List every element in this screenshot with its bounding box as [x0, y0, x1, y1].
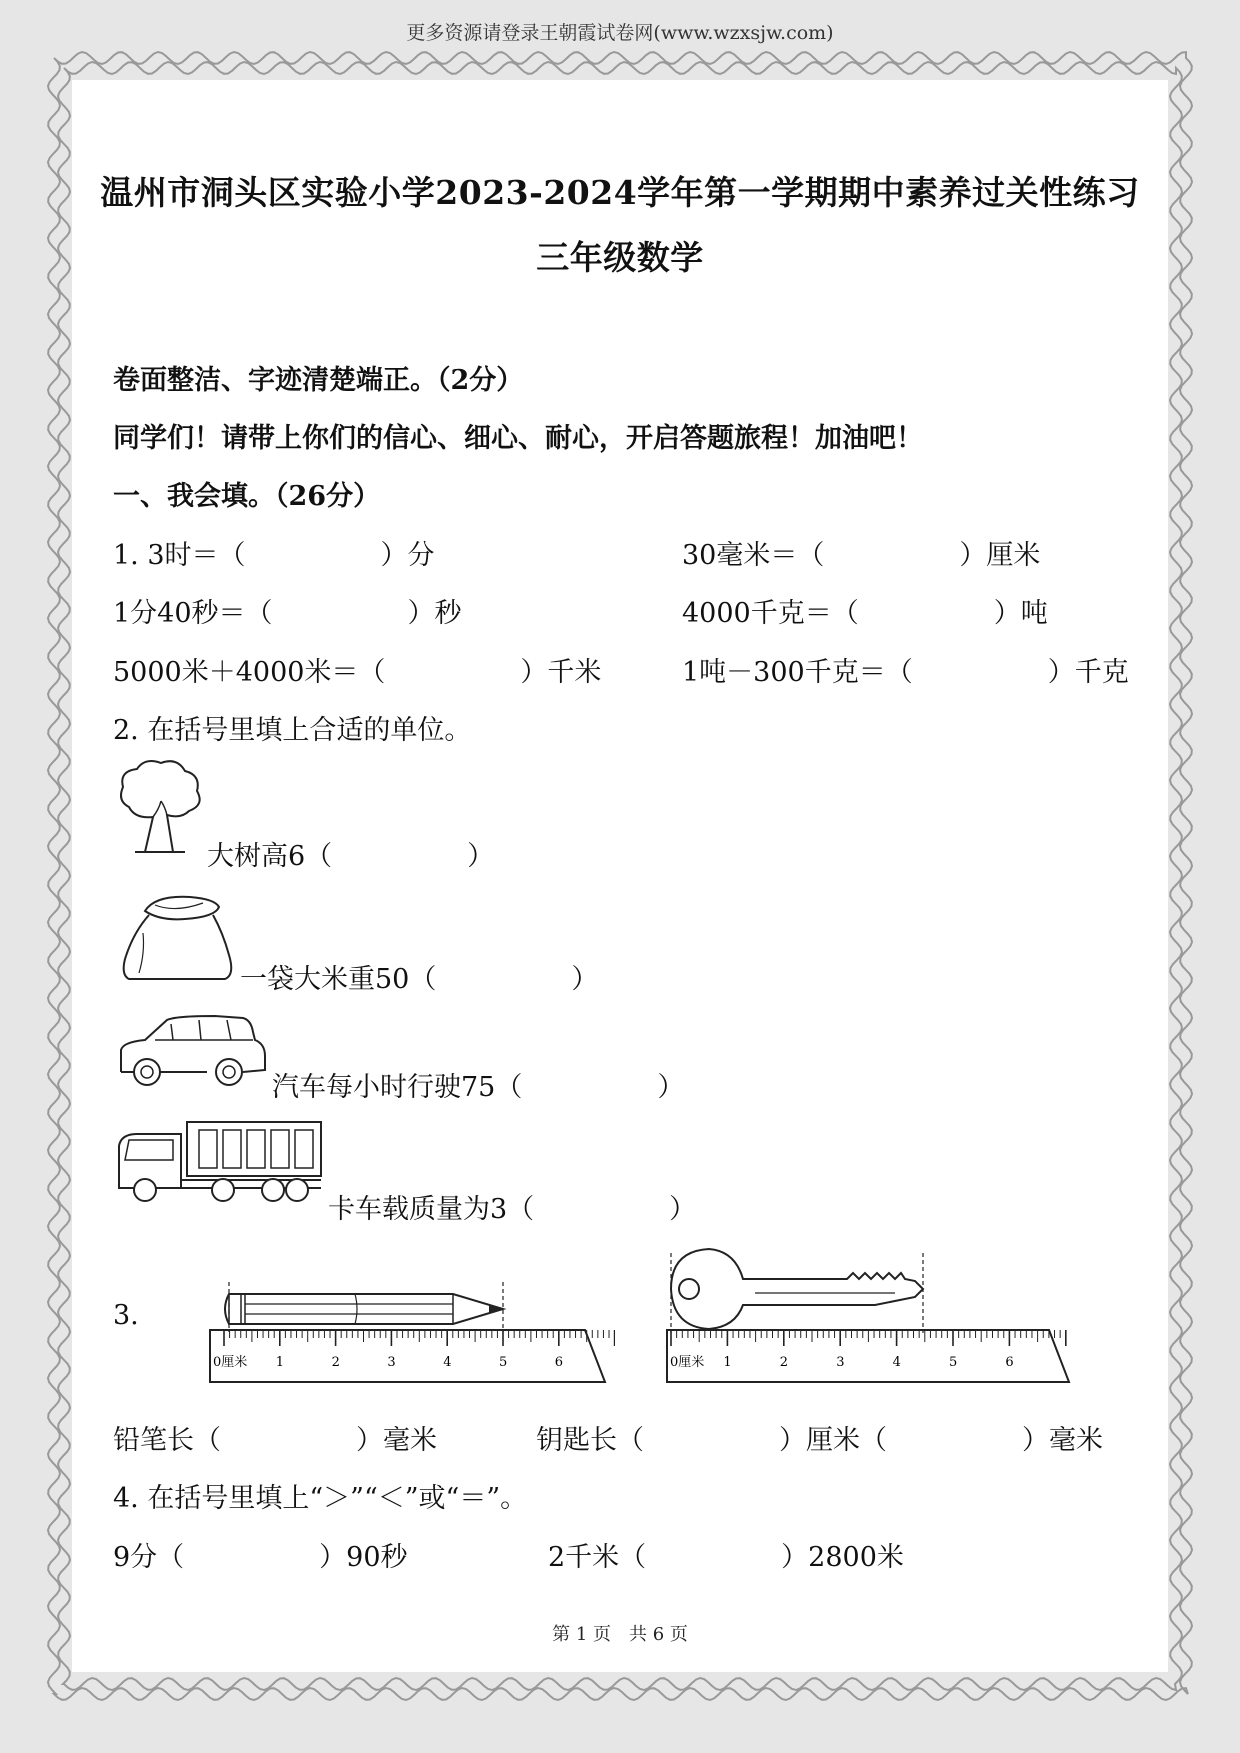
q3-label: 3.: [113, 1300, 139, 1331]
ruler-number: 4: [443, 1355, 452, 1370]
ruler-ticks: [671, 1330, 1066, 1346]
ruler-number: 5: [949, 1355, 958, 1370]
section-heading: 一、我会填。（26分）: [113, 481, 381, 512]
ruler-number: 2: [331, 1355, 340, 1370]
car-icon: [115, 1012, 270, 1092]
q4-item: 9分（ ）90秒: [113, 1542, 408, 1573]
truck-icon: [115, 1118, 325, 1208]
ruler-number: 6: [554, 1355, 564, 1370]
ruler-number: 4: [892, 1355, 901, 1370]
ruler-number: 1: [723, 1355, 732, 1370]
ruler-number: 3: [836, 1355, 845, 1370]
q2-item-rice: 一袋大米重50（ ）: [240, 964, 599, 995]
q2-item-tree: 大树高6（ ）: [207, 841, 495, 872]
ruler-number: 3: [387, 1355, 396, 1370]
ruler-number: 6: [1005, 1355, 1014, 1370]
page-footer: 第 1 页 共 6 页: [552, 1624, 688, 1645]
encourage-note: 同学们！请带上你们的信心、细心、耐心，开启答题旅程！加油吧！: [113, 423, 923, 454]
neatness-note: 卷面整洁、字迹清楚端正。（2分）: [113, 365, 524, 396]
ruler-number: 1: [275, 1355, 285, 1370]
q4-item: 2千米（ ）2800米: [548, 1542, 904, 1573]
q4-prompt: 4. 在括号里填上“＞”“＜”或“＝”。: [113, 1483, 528, 1514]
watermark: 更多资源请登录王朝霞试卷网(www.wzxsjw.com): [406, 22, 834, 44]
ruler-unit-label: 0厘米: [213, 1355, 248, 1370]
ruler-unit-label: 0厘米: [670, 1355, 705, 1370]
q3-key-answer: 钥匙长（ ）厘米（ ）毫米: [536, 1425, 1103, 1456]
ruler-ticks: [224, 1330, 615, 1346]
ruler-number: 5: [499, 1355, 508, 1370]
pencil-ruler-figure: [205, 1280, 615, 1384]
tree-icon: [115, 757, 205, 857]
q2-item-car: 汽车每小时行驶75（ ）: [272, 1072, 685, 1103]
q1-item: 1分40秒＝（ ）秒: [113, 598, 462, 629]
q1-item: 1吨－300千克＝（ ）千克: [682, 657, 1129, 688]
q1-item: 4000千克＝（ ）吨: [682, 598, 1048, 629]
page-title: 温州市洞头区实验小学2023-2024学年第一学期期中素养过关性练习: [100, 173, 1140, 212]
ruler-number: 2: [779, 1355, 789, 1370]
q1-item: 30毫米＝（ ）厘米: [682, 540, 1041, 571]
q2-prompt: 2. 在括号里填上合适的单位。: [113, 715, 472, 746]
q1-item: 1. 3时＝（ ）分: [113, 540, 435, 571]
q3-pencil-answer: 铅笔长（ ）毫米: [113, 1425, 437, 1456]
q2-item-truck: 卡车载质量为3（ ）: [328, 1194, 697, 1225]
q1-item: 5000米＋4000米＝（ ）千米: [113, 657, 602, 688]
rice-bag-icon: [115, 893, 240, 983]
page-subtitle: 三年级数学: [536, 238, 704, 277]
key-ruler-figure: [665, 1245, 1075, 1384]
